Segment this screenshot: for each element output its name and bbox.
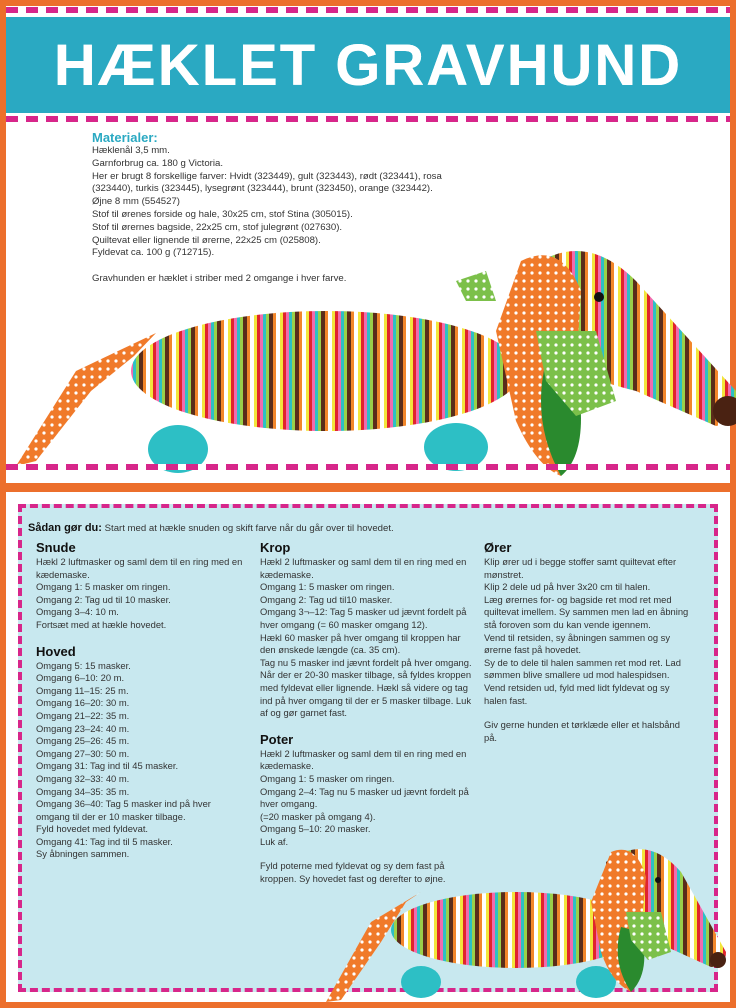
nose-shape — [710, 952, 726, 968]
snude-text: Hækl 2 luftmasker og saml dem til en ring med en kædemaske. Omgang 1: 5 masker om ringen. Omgang 2: Tag ud til 10 masker. Omgang 3–4: 10 m. Fortsæt med at hækle hovedet. — [36, 556, 243, 630]
title-banner — [6, 17, 730, 113]
banner-dashed-border — [6, 116, 730, 122]
orer-text: Klip ører ud i begge stoffer samt quiltevat efter mønstret. Klip 2 dele ud på hver 3x20 cm til halen. Læg ørernes for- og bagside ret mod ret med quiltevat imellem. Sy sammen men lad en åbning stå foroven som du kan vende igennem. Vend til retsiden, sy åbningen sammen og sy ørerne fast på hovedet. Sy de to dele til halen sammen ret mod ret. Lad sømmen blive smallere ud mod halespidsen. Vend retsiden ud, fyld med lidt fyldevat og sy halen fast. — [484, 556, 689, 706]
instructions-panel — [6, 492, 730, 1002]
dachshund-small-photo — [326, 842, 726, 1002]
eye-shape — [594, 292, 604, 302]
page-title: HÆKLET GRAVHUND — [53, 32, 683, 98]
poter-text: Hækl 2 luftmasker og saml dem til en ring med en kædemaske. Omgang 1: 5 masker om ringen. Omgang 2–4: Tag nu 5 masker ud jævnt fordelt på hver omgang. (=20 masker på omgang 4). Omgang 5–10: 20 masker. Luk af. — [260, 747, 469, 847]
body-shape — [131, 311, 521, 431]
hoved-text: Omgang 5: 15 masker. Omgang 6–10: 20 m. Omgang 11–15: 25 m. Omgang 16–20: 30 m. Omgang 21–22: 35 m. Omgang 23–24: 40 m. Omgang 25–26: 45 m. Omgang 27–30: 50 m. Omgang 31: Tag ind til 45 masker. Omgang 32–33: 40 m. Omgang 34–35: 35 m. Omgang 36–40: Tag 5 masker ind på hver omgang til der er 10 masker tilbage. Fyld hovedet med fyldevat. Omgang 41: Tag ind til 5 masker. Sy åbningen sammen. — [36, 659, 211, 860]
column-3 — [484, 536, 694, 744]
poter-finish: Fyld poterne med fyldevat og sy dem fast på kroppen. Sy hovedet fast og derefter to øjne. — [260, 860, 446, 885]
snude-heading: Snude — [36, 540, 76, 555]
foot-shape — [401, 966, 441, 998]
hoved-heading: Hoved — [36, 643, 76, 659]
bottom-dashed-border — [6, 464, 730, 470]
dachshund-photo — [16, 221, 736, 486]
scarf-tip-shape — [456, 271, 496, 301]
orer-heading: Ører — [484, 540, 512, 555]
krop-heading: Krop — [260, 540, 291, 555]
how-to-intro — [28, 522, 394, 534]
how-to-text: Start med at hækle snuden og skift farve når du går over til hovedet. — [104, 523, 394, 534]
how-to-label: Sådan gør du: — [28, 522, 102, 534]
tail-shape — [16, 333, 156, 466]
orer-finish: Giv gerne hunden et tørklæde eller et halsbånd på. — [484, 719, 680, 743]
materials-list: Hæklenål 3,5 mm. Garnforbrug ca. 180 g Victoria. Her er brugt 8 forskellige farver: Hvidt (323449), gult (323443), rødt (323441), rosa (323440), turkis (323445), lysegrønt (323444), brunt (323450), orange (323442). Øjne 8 mm (554527) Stof til ørenes forside og hale, 30x25 cm, stof Stina (305015). Stof til ørernes bagside, 22x25 cm, stof julegrønt (027630). Quiltevat eller lignende til ørerne, 22x25 cm (025808). Fyldevat ca. 100 g (712715). — [92, 145, 442, 259]
poter-heading: Poter — [260, 731, 294, 747]
materials-heading: Materialer: — [92, 130, 158, 145]
top-dashed-border — [6, 7, 730, 13]
header-panel — [6, 6, 730, 483]
krop-text: Hækl 2 luftmasker og saml dem til en ring med en kædemaske. Omgang 1: 5 masker om ringen. Omgang 2: Tag ud til10 masker. Omgang 3¬–12: Tag 5 masker ud jævnt fordelt på hver omgang (= 60 masker omgang 12). Hækl 60 masker på hver omgang til kroppen har den ønskede længde (ca. 35 cm). Tag nu 5 masker ind jævnt fordelt på hver omgang. Når der er 20-30 masker tilbage, så fyldes kroppen med fyldevat eller lignende. Hækl så videre og tag ind på hver omgang til der er 5 masker tilbage. Luk af og gør garnet fast. — [260, 556, 472, 719]
column-1 — [36, 536, 246, 861]
materials-note: Gravhunden er hæklet i striber med 2 omgange i hver farve. — [92, 273, 347, 285]
eye-shape — [655, 877, 661, 883]
column-2 — [260, 536, 475, 886]
